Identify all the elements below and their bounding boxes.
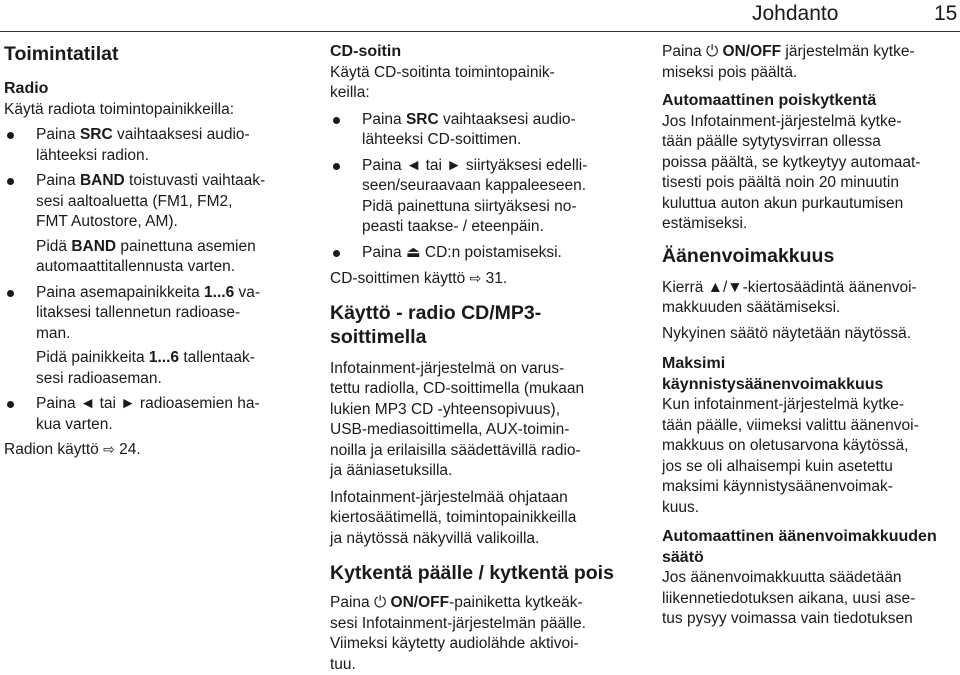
column-2: CD-soitin Käytä CD-soitinta toimintopainik- keilla: Paina SRC vaihtaaksesi audio- lähteeksi CD-soittimen. Paina ◄ tai ► siirtyäksesi edelli- seen/seuraavaan kappaleeseen. Pidä painettuna siirtyäksesi no- peasti taakse- / eteenpäin. Paina ⏏ CD:n poistamiseksi. CD-soittimen käyttö ⇨ 31. Käyttö - radio CD/MP3-soittimella Infotainment-järjestelmä on varus- tettu radiolla, CD-soittimella (mukaan lukien MP3 CD -yhteensopivuus), USB-mediasoittimella, AUX-toimin- noilla ja erilaisilla säädettävillä radio- ja ääniasetuksilla. Infotainment-järjestelmää ohjataan kiertosäätimellä, toimintopainikkeilla ja näytössä näkyvillä valikoilla. Kytkentä päälle / kytkentä pois Paina ⏻ ON/OFF-painiketta kytkeäk- sesi Infotainment-järjestelmän päälle. Viimeksi käytetty audiolähde aktivoi- tuu. — [330, 42, 630, 675]
mp3-paragraph-2: Infotainment-järjestelmää ohjataan kiertosäätimellä, toimintopainikkeilla ja näytössä näkyvillä valikoilla. — [330, 488, 577, 547]
volume-note: Nykyinen säätö näytetään näytössä. — [662, 324, 912, 342]
onoff-key: ON/OFF — [722, 43, 782, 60]
section-title: Toimintatilat — [4, 43, 119, 65]
cross-reference: CD-soittimen käyttö ⇨ 31. — [330, 270, 508, 287]
band-key: BAND — [71, 237, 117, 255]
mp3-heading: Käyttö - radio CD/MP3-soittimella — [330, 301, 542, 348]
onoff-key: ON/OFF — [390, 594, 450, 611]
arrow-ref-icon: ⇨ — [103, 441, 115, 457]
page-number: 15 — [934, 2, 958, 25]
column-3 — [662, 42, 958, 630]
header-rule — [0, 31, 960, 32]
preset-keys: 1...6 — [204, 283, 235, 301]
list-item: Paina ⏏ CD:n poistamiseksi. — [330, 243, 630, 264]
list-item: Paina ◄ tai ► radioasemien ha- kua varten. — [4, 394, 296, 435]
list-item: Paina BAND toistuvasti vaihtaak- sesi aaltoaluetta (FM1, FM2, FMT Autostore, AM). — [4, 171, 296, 233]
power-icon: ⏻ — [705, 43, 723, 60]
src-key: SRC — [79, 126, 113, 143]
volume-paragraph: Kierrä ▲/▼-kiertosäädintä äänenvoi- makkuuden säätämiseksi. — [662, 278, 917, 316]
column-1 — [4, 42, 296, 461]
sub-note: Pidä painikkeita 1...6 tallentaak- sesi radioaseman. — [36, 349, 255, 387]
radio-heading: Radio — [4, 80, 49, 97]
auto-off-paragraph: Jos Infotainment-järjestelmä kytke- tään päälle sytytysvirran ollessa poissa päältä, se kytkeytyy automaat- tisesti pois päältä noin 20 minuutin kuluttua auton akun purkautumisen estämiseksi. — [662, 112, 921, 232]
auto-volume-paragraph: Jos äänenvoimakkuutta säädetään liikennetiedotuksen aikana, uusi ase- tus pysyy voimassa vain tiedotuksen — [662, 569, 916, 627]
list-item: Paina asemapainikkeita 1...6 va- litaksesi tallennetun radioase- man. — [4, 283, 296, 345]
preset-keys: 1...6 — [148, 349, 180, 366]
page-header-title: Johdanto — [752, 2, 839, 25]
onoff-heading: Kytkentä päälle / kytkentä pois — [330, 562, 614, 584]
list-item: Paina ◄ tai ► siirtyäksesi edelli- seen/seuraavaan kappaleeseen. — [330, 156, 630, 197]
mp3-paragraph-1: Infotainment-järjestelmä on varus- tettu radiolla, CD-soittimella (mukaan lukien MP3 CD -yhteensopivuus), USB-mediasoittimella, AUX-toimin- noilla ja erilaisilla säädettävillä radio- ja ääniasetuksilla. — [330, 359, 585, 479]
radio-intro: Käytä radiota toimintopainikkeilla: — [4, 100, 235, 118]
power-icon: ⏻ — [373, 594, 391, 611]
auto-off-heading: Automaattinen poiskytkentä — [662, 92, 877, 109]
cross-reference: Radion käyttö ⇨ 24. — [4, 441, 141, 458]
sub-note: Pidä BAND painettuna asemien automaattitallennusta varten. — [36, 237, 256, 275]
off-paragraph: Paina ⏻ ON/OFF järjestelmän kytke- miseksi pois päältä. — [662, 43, 915, 81]
auto-volume-heading: Automaattinen äänenvoimakkuuden säätö — [662, 528, 937, 566]
max-volume-heading: Maksimi käynnistysäänenvoimakkuus — [662, 355, 884, 393]
src-key: SRC — [405, 110, 439, 128]
onoff-paragraph: Paina ⏻ ON/OFF-painiketta kytkeäk- sesi Infotainment-järjestelmän päälle. Viimeksi käytetty audiolähde aktivoi- tuu. — [330, 594, 586, 673]
arrow-ref-icon: ⇨ — [469, 270, 482, 286]
list-item: Paina SRC vaihtaaksesi audio- lähteeksi radion. — [4, 125, 296, 166]
max-volume-paragraph: Kun infotainment-järjestelmä kytke- tään päälle, viimeksi valittu äänenvoi- makkuus on oletusarvona käytössä, jos se oli alhaisempi kuin asetettu maksimi käynnistysäänenvoimak- kuus. — [662, 396, 919, 516]
band-key: BAND — [79, 172, 125, 189]
volume-heading: Äänenvoimakkuus — [662, 244, 835, 267]
cd-heading: CD-soitin — [330, 43, 402, 60]
list-item: Paina SRC vaihtaaksesi audio- lähteeksi CD-soittimen. — [330, 110, 630, 151]
sub-note: Pidä painettuna siirtyäksesi no- peasti taakse- / eteenpäin. — [362, 197, 577, 235]
